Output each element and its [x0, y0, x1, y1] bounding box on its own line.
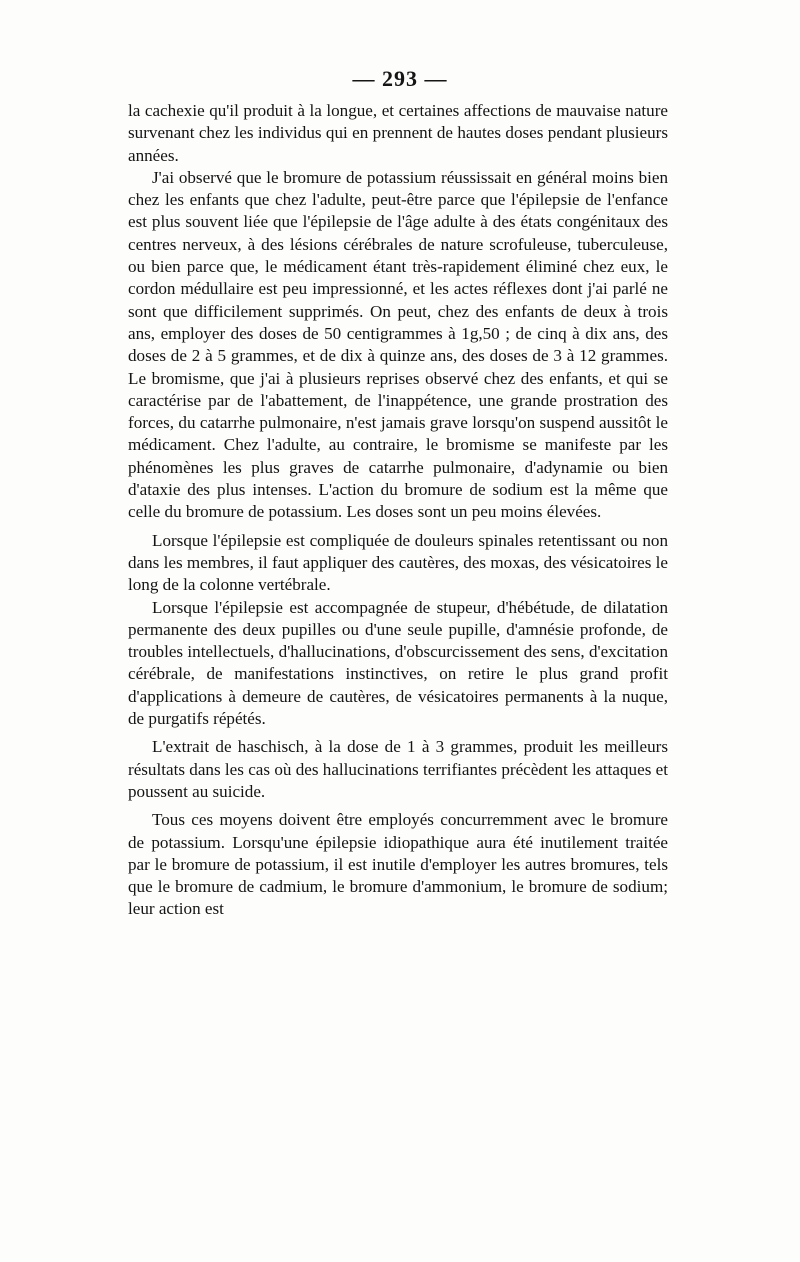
paragraph-3: Lorsque l'épilepsie est compliquée de douleurs spinales retentissant ou non dans les membres, il faut appliquer des cautères, des moxas, des vésicatoires le long de la colonne vertébrale. [128, 530, 668, 595]
paragraph-1: la cachexie qu'il produit à la longue, et certaines affections de mauvaise nature survenant chez les individus qui en prennent de hautes doses pendant plusieurs années. [128, 101, 668, 165]
paragraph-4: Lorsque l'épilepsie est accompagnée de stupeur, d'hébétude, de dilatation permanente des deux pupilles ou d'une seule pupille, d'amnésie profonde, de troubles intellectuels, d'hallucinations, d'obscurcissement des sens, d'excitation cérébrale, de manifestations instinctives, on retire le plus grand profit d'applications à demeure de cautères, de vésicatoires permanents à la nuque, de purgatifs répétés. [128, 597, 668, 729]
paragraph-2: J'ai observé que le bromure de potassium réussissait en général moins bien chez les enfants que chez l'adulte, peut-être parce que l'épilepsie de l'enfance est plus souvent liée que l'épilepsie de l'âge adulte à des états congénitaux des centres nerveux, à des lésions cérébrales de nature scrofuleuse, tuberculeuse, ou bien parce que, le médicament étant très-rapidement éliminé chez eux, le cordon médullaire est peu impressionné, et les actes réflexes dont j'ai parlé ne sont que difficilement supprimés. On peut, chez des enfants de deux à trois ans, employer des doses de 50 centigrammes à 1g,50 ; de cinq à dix ans, des doses de 2 à 5 grammes, et de dix à quinze ans, des doses de 3 à 12 grammes. Le bromisme, que j'ai à plusieurs reprises observé chez des enfants, et qui se caractérise par de l'abattement, de l'inappétence, une grande prostration des forces, du catarrhe pulmonaire, n'est jamais grave lorsqu'on suspend aussitôt le médicament. Chez l'adulte, au contraire, le bromisme se manifeste par les phénomènes les plus graves de catarrhe pulmonaire, d'adynamie ou bien d'ataxie des plus intenses. L'action du bromure de sodium est la même que celle du bromure de potassium. Les doses sont un peu moins élevées. [128, 167, 668, 522]
body-text [128, 100, 668, 921]
page-number: — 293 — [352, 66, 448, 91]
paragraph-5: L'extrait de haschisch, à la dose de 1 à 3 grammes, produit les meilleurs résultats dans les cas où des hallucinations terrifiantes précèdent les attaques et poussent au suicide. [128, 737, 668, 801]
paragraph-6: Tous ces moyens doivent être employés concurremment avec le bromure de potassium. Lorsqu'une épilepsie idiopathique aura été inutilement traitée par le bromure de potassium, il est inutile d'employer les autres bromures, tels que le bromure de cadmium, le bromure d'ammonium, le bromure de sodium; leur action est [128, 810, 668, 919]
